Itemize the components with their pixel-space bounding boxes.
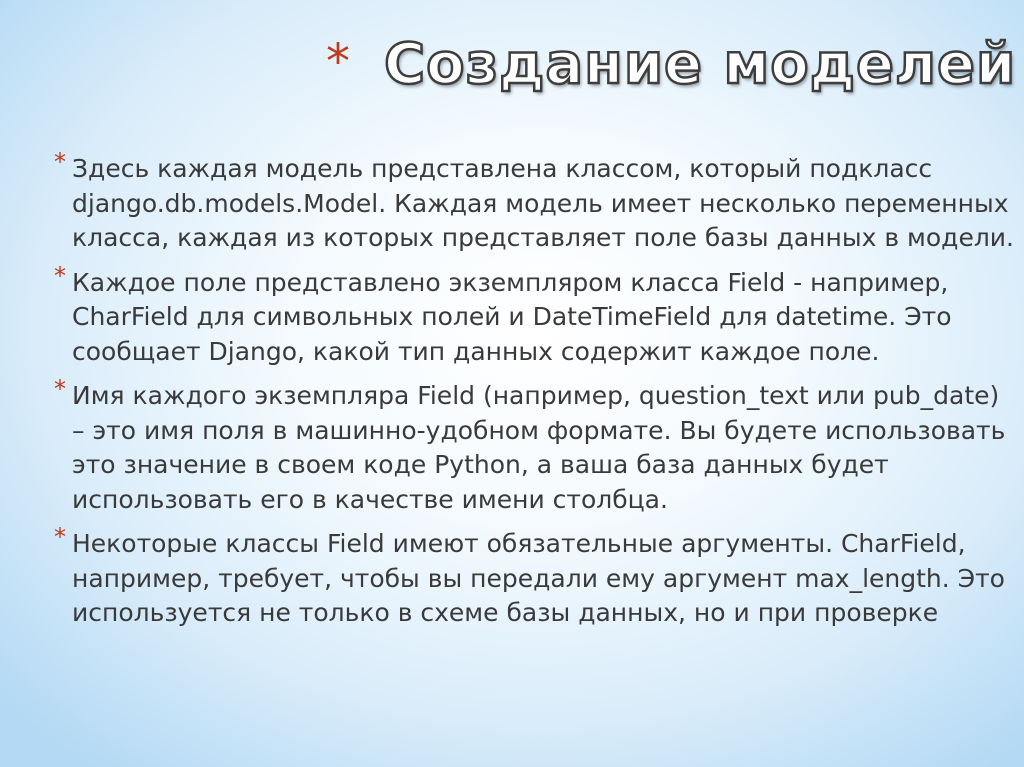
bullet-item (44, 375, 1019, 517)
bullet-text: Здесь каждая модель представлена классом, который подкласс django.db.models.Model. Каждая модель имеет несколько переменных класса, каждая из которых представляет поле базы данных в модели. (72, 154, 1014, 252)
bullet-item (44, 148, 1019, 256)
bullet-star-icon: * (54, 261, 66, 290)
bullet-list (44, 148, 1019, 641)
bullet-text: Имя каждого экземпляра Field (например, question_text или pub_date) – это имя поля в машинно-удобном формате. Вы будете использовать это значение в своем коде Python, а ваша база данных будет использовать его в качестве имени столбца. (72, 381, 1006, 514)
bullet-item (44, 261, 1019, 370)
bullet-text: Некоторые классы Field имеют обязательные аргументы. CharField, например, требует, чтобы вы передали ему аргумент max_length. Это используется не только в схеме базы данных, но и при проверке (72, 529, 1005, 627)
title-row (0, 22, 1024, 112)
slide-title: Создание моделей (384, 32, 1017, 97)
bullet-star-icon: * (54, 375, 66, 403)
title-star-icon: * (326, 34, 350, 90)
bullet-star-icon: * (54, 523, 66, 551)
bullet-item (44, 523, 1019, 631)
bullet-star-icon: * (54, 148, 66, 176)
bullet-text: Каждое поле представлено экземпляром класса Field - например, CharField для символьных полей и DateTimeField для datetime. Это сообщает Django, какой тип данных содержит каждое поле. (72, 267, 952, 366)
